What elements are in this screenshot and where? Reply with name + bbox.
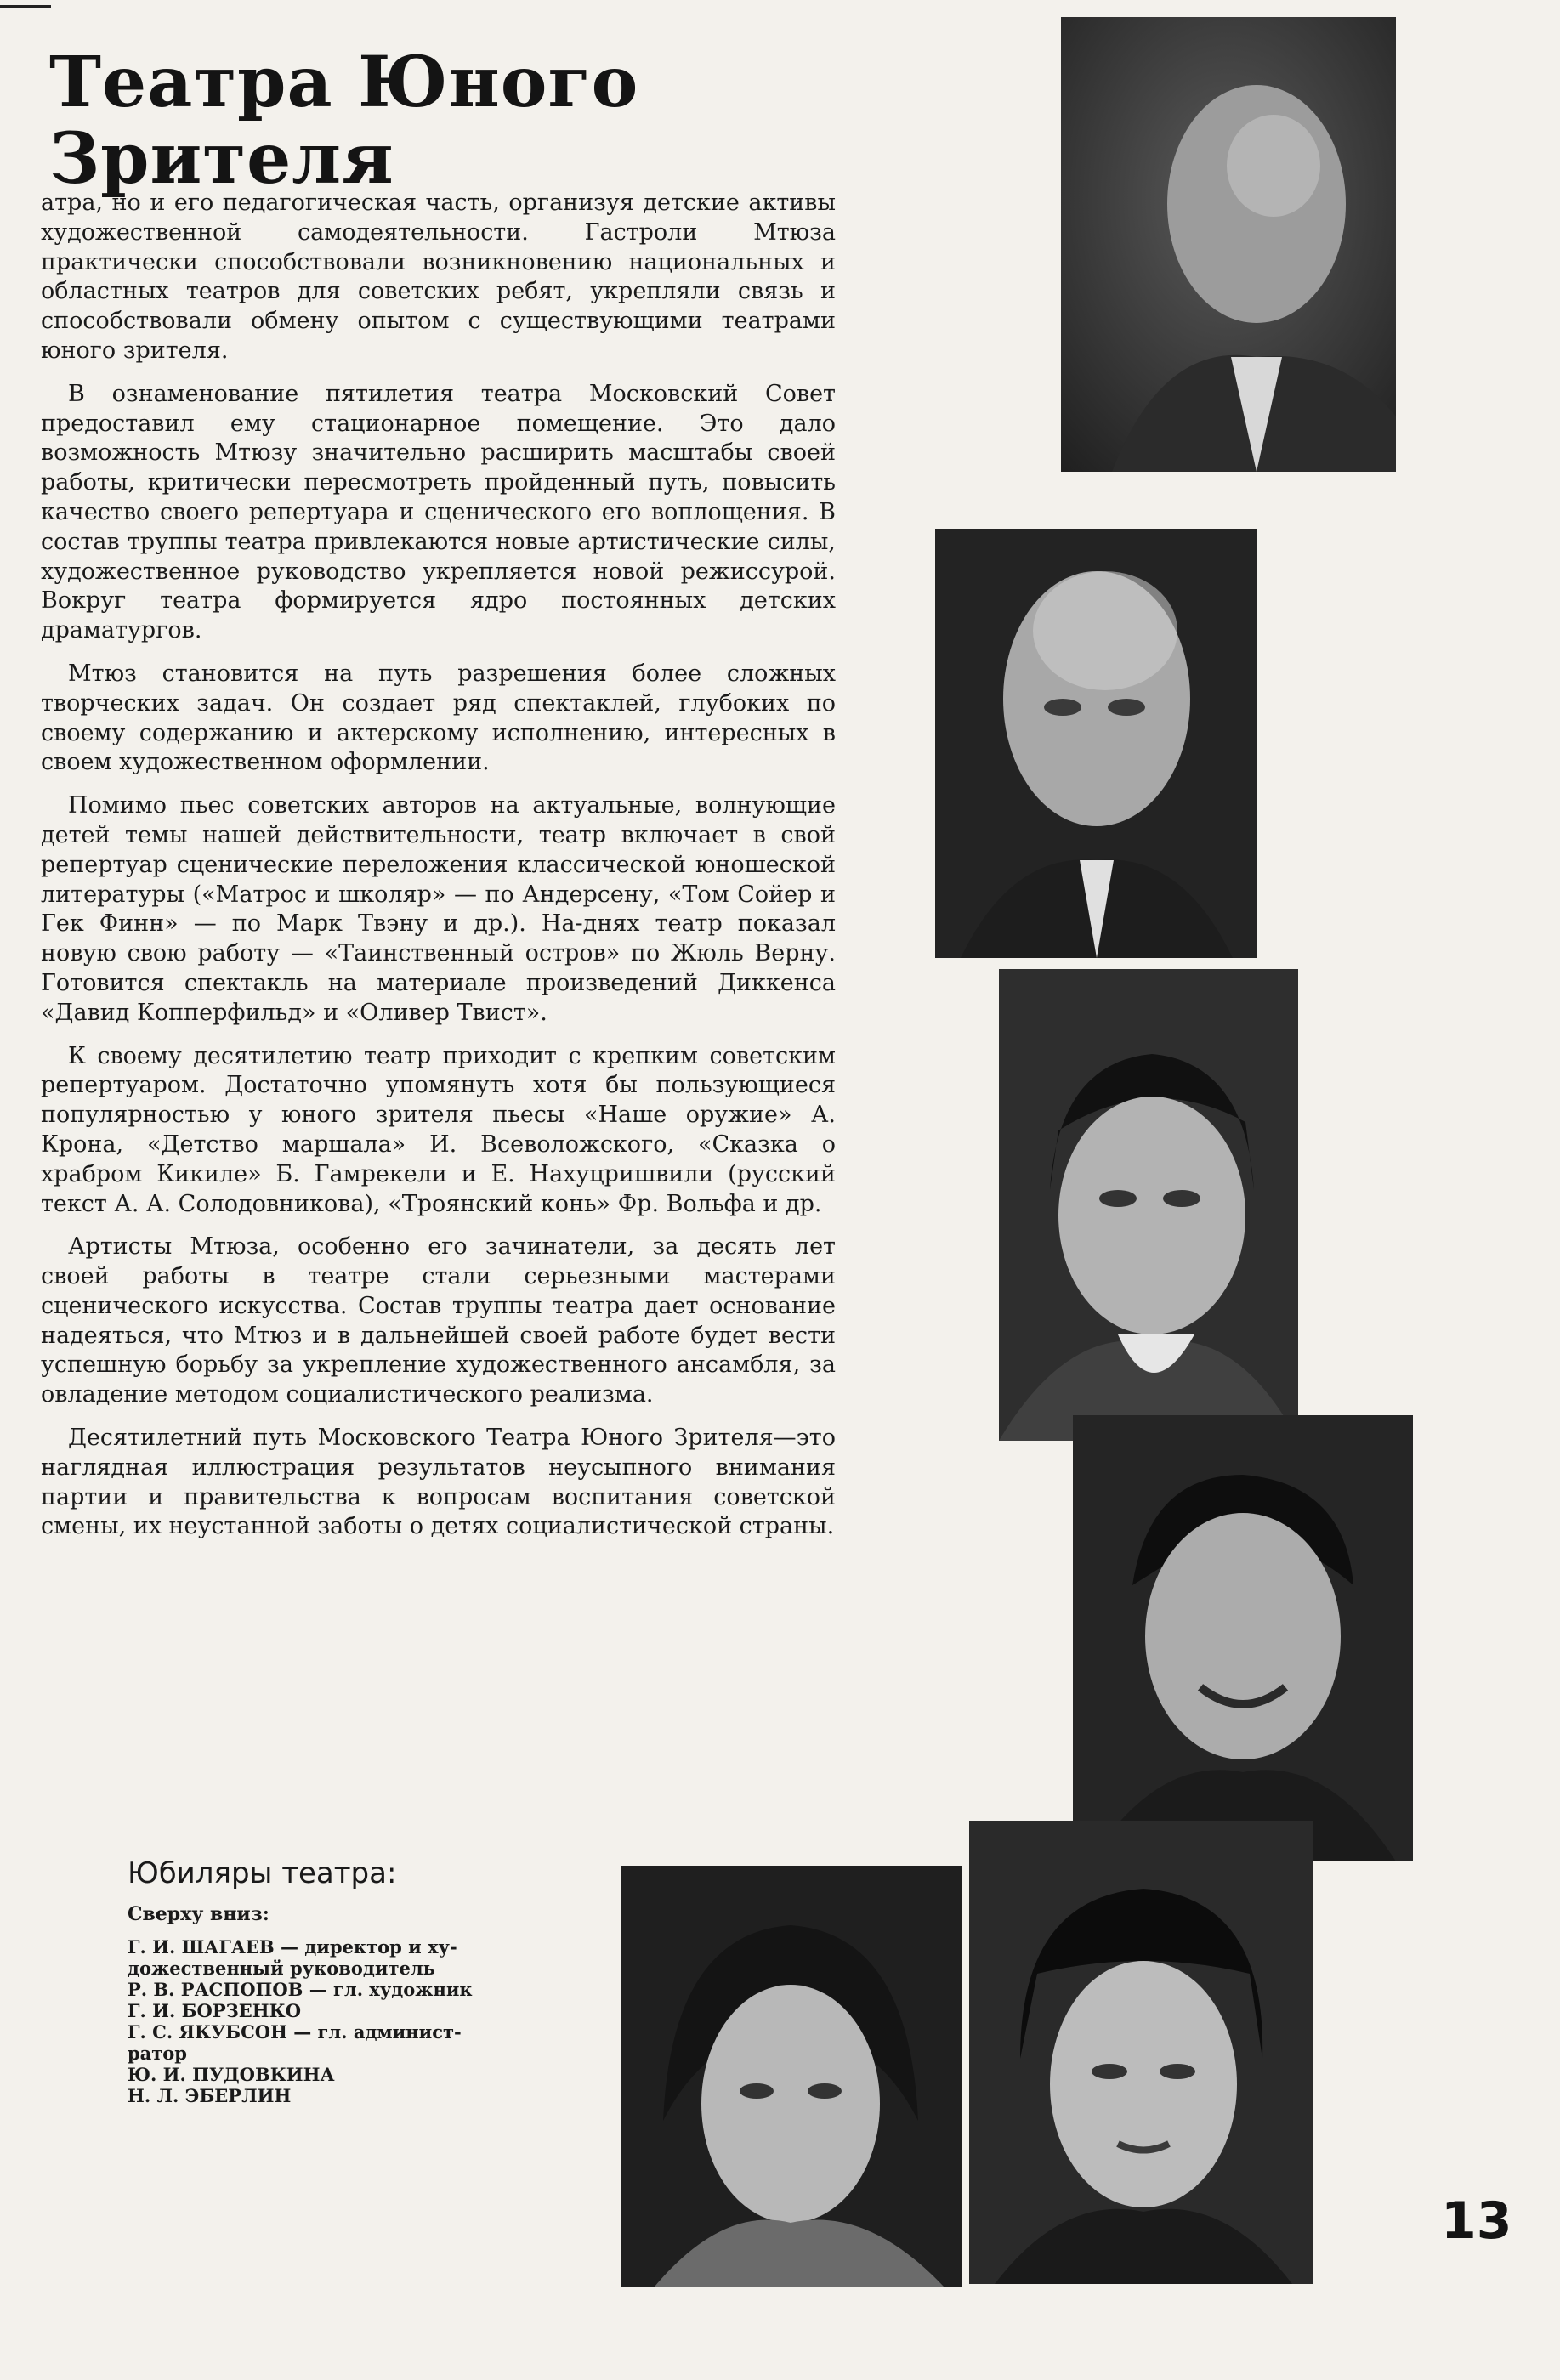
article-paragraph: В ознаменование пятилетия театра Московский Совет предоставил ему стационарное помещение. Это дало возможность Мтюзу значительно расширить масштабы своей работы, критически пересмотреть пройденный путь, повысить качество своего репертуара и сценического его воплощения. В состав труппы театра привлекаются новые артистические силы, художественное руководство укрепляется новой режиссурой. Вокруг театра формируется ядро постоянных детских драматургов.: [41, 380, 836, 644]
caption-line: Г. И. ШАГАЕВ — директор и ху-: [128, 1935, 457, 1958]
portrait-image: [935, 529, 1257, 958]
portrait-image: [1061, 17, 1396, 472]
top-rule: [0, 5, 51, 8]
portrait-photo-shagaev: [1061, 17, 1396, 472]
portrait-image: [621, 1866, 962, 2286]
portrait-photo-pudovkina: [621, 1866, 962, 2286]
photo-caption: [128, 1856, 604, 2106]
caption-line: Р. В. РАСПОПОВ — гл. художник: [128, 1978, 473, 2000]
portrait-photo-eberlin: [969, 1821, 1313, 2284]
article-paragraph: Мтюз становится на путь разрешения более сложных творческих задач. Он создает ряд спектаклей, глубоких по своему содержанию и актерскому исполнению, интересных в своем художественном оформлении.: [41, 660, 836, 776]
article-body: [41, 189, 836, 1556]
caption-line: Г. И. БОРЗЕНКО: [128, 1999, 302, 2021]
page-title: Театра Юного Зрителя: [49, 42, 639, 201]
article-paragraph: Артисты Мтюза, особенно его зачинатели, за десять лет своей работы в театре стали серьезными мастерами сценического искусства. Состав труппы театра дает основание надеяться, что Мтюз и в дальнейшей своей работе будет вести успешную борьбу за укрепление художественного ансамбля, за овладение методом социалистического реализма.: [41, 1233, 836, 1408]
portrait-image: [969, 1821, 1313, 2284]
caption-line: ратор: [128, 2042, 187, 2064]
article-paragraph: Десятилетний путь Московского Театра Юного Зрителя—это наглядная иллюстрация результатов неусыпного внимания партии и правительства к вопросам воспитания советской смены, их неустанной заботы о детях социалистической страны.: [41, 1425, 836, 1540]
article-paragraph: К своему десятилетию театр приходит с крепким советским репертуаром. Достаточно упомянуть хотя бы пользующиеся популярностью у юного зрителя пьесы «Наше оружие» А. Крона, «Детство маршала» И. Всеволожского, «Сказка о храбром Кикиле» Б. Гамрекели и Е. Нахуцришвили (русский текст А. А. Солодовникова), «Троянский конь» Фр. Вольфа и др.: [41, 1042, 836, 1217]
article-paragraph: атра, но и его педагогическая часть, организуя детские активы художественной самодеятельности. Гастроли Мтюза практически способствовали возникновению национальных и областных театров для советских ребят, укрепляли связь и способствовали обмену опытом с существующими театрами юного зрителя.: [41, 190, 836, 364]
caption-line: Г. С. ЯКУБСОН — гл. админист-: [128, 2020, 462, 2043]
portrait-image: [1073, 1415, 1413, 1862]
portrait-photo-borzenko: [999, 969, 1298, 1441]
caption-subheading: Сверху вниз:: [128, 1902, 269, 1925]
caption-line: дожественный руководитель: [128, 1957, 435, 1979]
portrait-photo-raspopov: [935, 529, 1257, 958]
caption-heading: Юбиляры театра:: [128, 1856, 397, 1890]
caption-name-list: [128, 1936, 604, 2106]
page-number: 13: [1441, 2191, 1512, 2251]
caption-line: Н. Л. ЭБЕРЛИН: [128, 2084, 292, 2106]
article-paragraph: Помимо пьес советских авторов на актуальные, волнующие детей темы нашей действительности, театр включает в свой репертуар сценические переложения классической юношеской литературы («Матрос и школяр» — по Андерсену, «Том Сойер и Гек Финн» — по Марк Твэну и др.). На-днях театр показал новую свою работу — «Таинственный остров» по Жюль Верну. Готовится спектакль на материале произведений Диккенса «Давид Копперфильд» и «Оливер Твист».: [41, 792, 836, 1026]
portrait-image: [999, 969, 1298, 1441]
caption-line: Ю. И. ПУДОВКИНА: [128, 2063, 335, 2085]
portrait-photo-yakubson: [1073, 1415, 1413, 1862]
